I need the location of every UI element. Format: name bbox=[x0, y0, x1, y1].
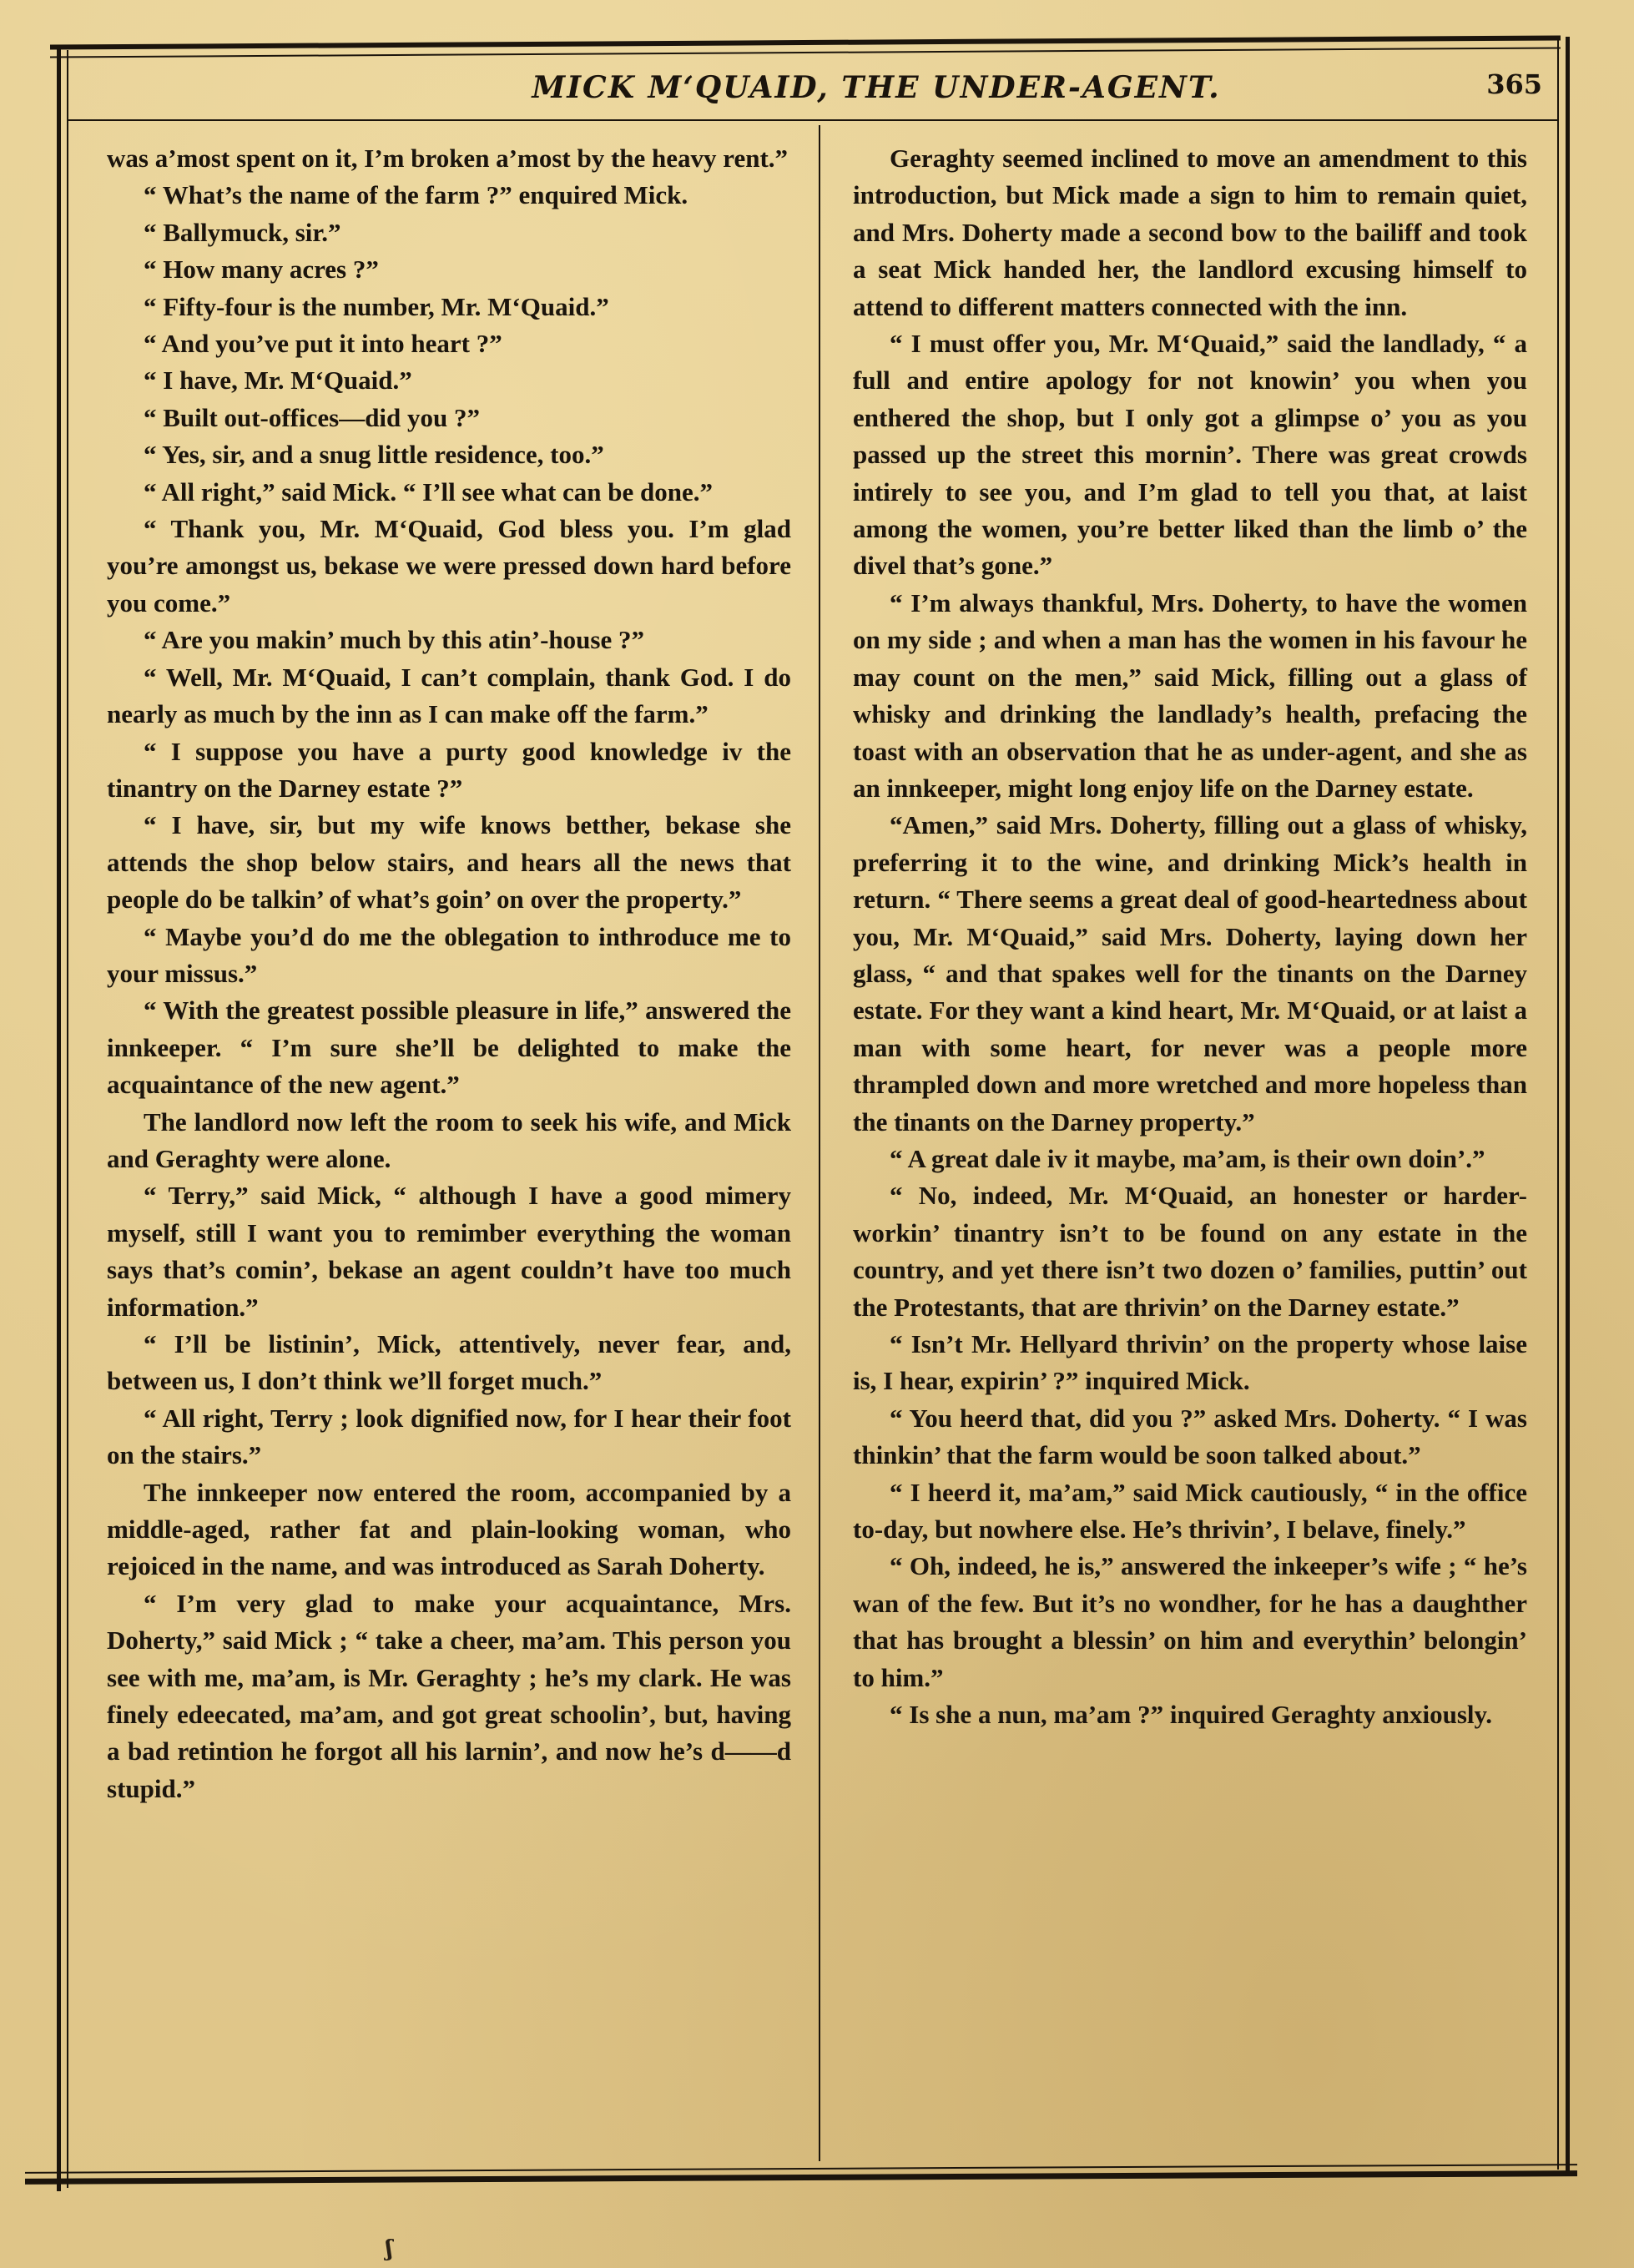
paragraph: “ Thank you, Mr. M‘Quaid, God bless you. I’m glad you’re amongst us, bekase we were pressed down hard before you come.” bbox=[107, 514, 791, 617]
bottom-border-thick bbox=[25, 2170, 1577, 2185]
paragraph: “ What’s the name of the farm ?” enquired Mick. bbox=[144, 180, 688, 210]
paragraph: “ I’ll be listinin’, Mick, attentively, never fear, and, between us, I don’t think we’ll forget much.” bbox=[107, 1329, 791, 1396]
paragraph: “ Ballymuck, sir.” bbox=[144, 217, 341, 247]
paragraph: “ How many acres ?” bbox=[144, 255, 379, 285]
left-frame-thick bbox=[57, 47, 61, 2191]
stray-ink-mark: ʃ bbox=[386, 2236, 393, 2261]
right-column bbox=[853, 140, 1527, 1733]
right-frame-thin bbox=[1557, 40, 1559, 2170]
paragraph: “Amen,” said Mrs. Doherty, filling out a glass of whisky, preferring it to the wine, and drinking Mick’s health in return. “ There seems a great deal of good-heartedness about you, Mr. M‘Quaid,” said Mrs. Doherty, laying down her glass, “ and that spakes well for the tinants on the Darney estate. For they want a kind heart, Mr. M‘Quaid, or at laist a man with some heart, for never was a people more thrampled down and more wretched and more hopeless than the tinants on the Darney property.” bbox=[853, 810, 1527, 1137]
paragraph: “ I must offer you, Mr. M‘Quaid,” said the landlady, “ a full and entire apology for not knowin’ you when you enthered the shop, but I only got a glimpse o’ you as you passed up the street this mornin’. There was great crowds intirely to see you, and I’m glad to tell you that, at laist among the women, you’re better liked than the limb o’ the divel that’s gone.” bbox=[853, 329, 1527, 581]
top-border-thick bbox=[50, 35, 1561, 49]
paragraph: “ I’m always thankful, Mrs. Doherty, to have the women on my side ; and when a man has the women in his favour he may count on the men,” said Mick, filling out a glass of whisky and drinking the landlady’s health, prefacing the toast with an observation that he as under-agent, and she as an innkeeper, might long enjoy life on the Darney estate. bbox=[853, 587, 1527, 803]
paragraph: “ Maybe you’d do me the oblegation to inthroduce me to your missus.” bbox=[107, 921, 791, 988]
header-rule bbox=[68, 119, 1557, 121]
left-column bbox=[107, 140, 791, 1807]
top-border-thin bbox=[50, 47, 1561, 58]
paragraph: The landlord now left the room to seek his wife, and Mick and Geraghty were alone. bbox=[107, 1106, 791, 1173]
paragraph: The innkeeper now entered the room, accompanied by a middle-aged, rather fat and plain-looking woman, who rejoiced in the name, and was introduced as Sarah Doherty. bbox=[107, 1477, 791, 1581]
paragraph: “ Built out-offices—did you ?” bbox=[144, 402, 481, 432]
paragraph: Geraghty seemed inclined to move an amendment to this introduction, but Mick made a sign to him to remain quiet, and Mrs. Doherty made a second bow to the bailiff and took a seat Mick handed her, the landlord excusing himself to attend to different matters connected with the inn. bbox=[853, 144, 1527, 321]
paragraph: “ You heerd that, did you ?” asked Mrs. Doherty. “ I was thinkin’ that the farm would be soon talked about.” bbox=[853, 1403, 1527, 1470]
paragraph: “ Is she a nun, ma’am ?” inquired Geraghty anxiously. bbox=[890, 1700, 1493, 1730]
paragraph: “ A great dale iv it maybe, ma’am, is their own doin’.” bbox=[890, 1143, 1485, 1173]
page-number: 365 bbox=[1486, 68, 1542, 100]
paragraph: “ Are you makin’ much by this atin’-house ?” bbox=[144, 625, 644, 655]
paragraph: “ Isn’t Mr. Hellyard thrivin’ on the property whose laise is, I hear, expirin’ ?” inquired Mick. bbox=[853, 1329, 1527, 1396]
paragraph: “ Yes, sir, and a snug little residence, too.” bbox=[144, 440, 604, 470]
paragraph: was a’most spent on it, I’m broken a’most by the heavy rent.” bbox=[107, 144, 789, 173]
paragraph: “ I heerd it, ma’am,” said Mick cautiously, “ in the office to-day, but nowhere else. He’s thrivin’, I belave, finely.” bbox=[853, 1477, 1527, 1545]
paragraph: “ With the greatest possible pleasure in life,” answered the innkeeper. “ I’m sure she’ll be delighted to make the acquaintance of the new agent.” bbox=[107, 995, 791, 1100]
paragraph: “ Well, Mr. M‘Quaid, I can’t complain, thank God. I do nearly as much by the inn as I can make off the farm.” bbox=[107, 662, 791, 729]
paragraph: “ I have, sir, but my wife knows betther, bekase she attends the shop below stairs, and hears all the news that people do be talkin’ of what’s goin’ on over the property.” bbox=[107, 810, 791, 915]
paragraph: “ No, indeed, Mr. M‘Quaid, an honester or harder-workin’ tinantry isn’t to be found on any estate in the country, and yet there isn’t two dozen o’ families, puttin’ out the Protestants, that are thrivin’ on the Darney estate.” bbox=[853, 1181, 1527, 1322]
paragraph: “ I suppose you have a purty good knowledge iv the tinantry on the Darney estate ?” bbox=[107, 736, 791, 803]
paragraph: “ Fifty-four is the number, Mr. M‘Quaid.” bbox=[144, 291, 609, 321]
right-frame-thick bbox=[1566, 37, 1570, 2173]
paragraph: “ All right, Terry ; look dignified now, for I hear their foot on the stairs.” bbox=[107, 1403, 791, 1470]
paragraph: “ Terry,” said Mick, “ although I have a good mimery myself, still I want you to remimber everything the woman says that’s comin’, bekase an agent couldn’t have too much information.” bbox=[107, 1181, 791, 1322]
paragraph: “ And you’ve put it into heart ?” bbox=[144, 329, 502, 359]
running-title: MICK M‘QUAID, THE UNDER-AGENT. bbox=[532, 70, 1221, 105]
column-divider bbox=[819, 125, 820, 2161]
left-frame-thin bbox=[67, 50, 68, 2188]
paragraph: “ Oh, indeed, he is,” answered the inkeeper’s wife ; “ he’s wan of the few. But it’s no wondher, for he has a daughther that has brought a blessin’ on him and everythin’ belongin’ to him.” bbox=[853, 1551, 1527, 1692]
paragraph: “ I’m very glad to make your acquaintance, Mrs. Doherty,” said Mick ; “ take a cheer, ma’am. This person you see with me, ma’am, is Mr. Geraghty ; he’s my clark. He was finely edeecated, ma’am, and got great schoolin’, but, having a bad retintion he forgot all his larnin’, and now he’s d——d stupid.” bbox=[107, 1588, 791, 1803]
paragraph: “ I have, Mr. M‘Quaid.” bbox=[144, 365, 412, 396]
paragraph: “ All right,” said Mick. “ I’ll see what can be done.” bbox=[144, 476, 714, 507]
